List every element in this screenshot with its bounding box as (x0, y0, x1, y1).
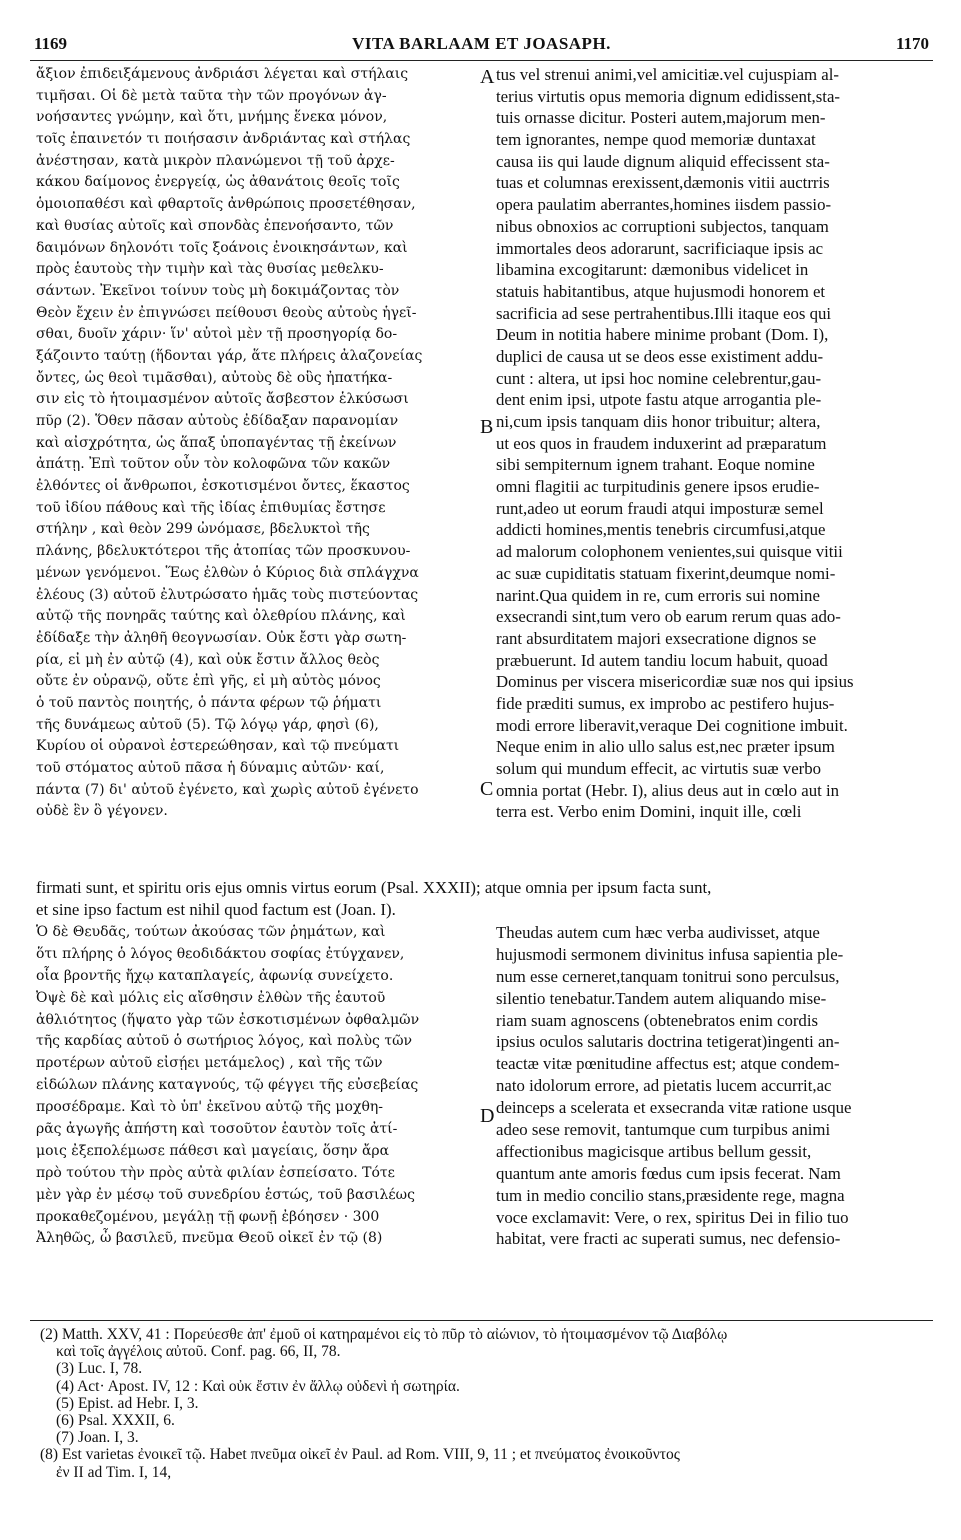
latin-line: narint.Qua quidem in re, cum erroris sui nomine (496, 585, 820, 605)
latin-line: dent enim ipsi, utpote fastu atque arrogantia ple- (496, 390, 822, 410)
greek-line: πῦρ (2). Ὅθεν πᾶσαν αὐτοὺς ἐδίδαξαν παρανομίαν (36, 413, 399, 429)
latin-line: omnia portat (Hebr. I), alius deus aut in cœlo aut in (496, 780, 839, 800)
greek-line: πρὸς ἑαυτοὺς τὴν τιμὴν καὶ τὰς θυσίας μεθελκυ- (36, 261, 384, 278)
page-number-right: 1170 (895, 34, 929, 53)
latin-line: tum in medio concilio stans,præsidente rege, magna (496, 1185, 845, 1205)
latin-line: statuis habitantibus, atque hujusmodi honorem et (496, 281, 826, 301)
greek-line: κάκου δαίμονος ἐνεργείᾳ, ὡς ἀθανάτοις θεοῖς τοῖς (36, 174, 400, 191)
latin-line: tem ignorantes, nempe quod memoriæ duntaxat (496, 130, 816, 150)
latin-line: teactæ vitæ pœnitudine affectus est; atque condem- (496, 1054, 840, 1074)
greek-line: μοις ἐξεπολέμωσε πάθεσι καὶ μαγείαις, ὅσην ἄρα (36, 1142, 390, 1159)
latin-line: solum qui mundum effecit, ac virtutis suæ verbo (496, 759, 822, 778)
latin-line: habitat, vere fracti ac superati sumus, nec defensio- (496, 1229, 841, 1249)
footnote-rule (30, 1320, 933, 1321)
latin-line: riam suam agnoscens (obtenebratos enim cordis (496, 1010, 819, 1030)
greek-line: προτέρων αὐτοῦ εἰσῄει μετάμελος) , καὶ τῆς τῶν (36, 1055, 383, 1072)
section-marker-c: C (480, 778, 494, 800)
greek-line: ρία, εἰ μὴ ἐν αὐτῷ (4), καὶ οὐκ ἔστιν ἄλλος θεὸς (36, 651, 380, 668)
section-marker-b: B (480, 416, 494, 438)
greek-line: στήλην , καὶ θεὸν 299 ὠνόμασε, βδελυκτοὶ τῆς (36, 521, 370, 538)
latin-line: num esse cerneret,tanquam tonitrui sono perculsus, (496, 966, 840, 986)
greek-line: εἰδώλων πλάνης καταγνούς, τῷ φέγγει τῆς εὐσεβείας (36, 1077, 419, 1094)
greek-line: ἐδίδαξε τὴν ἀληθῆ θεογνωσίαν. Οὐκ ἔστι γὰρ σωτη- (36, 629, 407, 646)
latin-line: terius virtutis opus memoria dignum edidissent,sta- (496, 86, 840, 106)
greek-line: σθαι, δυοῖν χάριν· ἵν' αὐτοὶ μὲν τῇ προσηγορίᾳ δο- (36, 326, 398, 343)
greek-column-top (36, 64, 486, 823)
greek-line: ὁμοιοπαθέσι καὶ φθαρτοῖς ἀνθρώποις προσετέθησαν, (36, 196, 416, 213)
greek-line: Ὀψὲ δὲ καὶ μόλις εἰς αἴσθησιν ἐλθὼν τῆς ἑαυτοῦ (36, 989, 386, 1006)
greek-line: σιν εἰς τὸ ἡτοιμασμένον αὐτοῖς ἄσβεστον ἑλκύσωσι (36, 391, 409, 408)
latin-line: adeo sese removit, tantumque cum turpibus animi (496, 1120, 831, 1140)
latin-line: rant absurditatem majori exsecratione dignos se (496, 628, 817, 648)
latin-line: terra est. Verbo enim Domini, inquit ille, cœli (496, 802, 802, 822)
latin-line: cunt : altera, ut ipsi hoc nomine celebrentur,gau- (496, 368, 822, 388)
footnote-line: (2) Matth. XXV, 41 : Πορεύεσθε ἀπ' ἐμοῦ οἱ κατηραμένοι εἰς τὸ πῦρ τὸ αἰώνιον, τὸ ἡτοιμασμένον τῷ Διαβόλῳ (40, 1326, 728, 1343)
greek-line: ἀθλιότητος (ἥψατο γὰρ τῶν ἐσκοτισμένων ὀφθαλμῶν (36, 1011, 420, 1028)
latin-column-top (496, 64, 931, 823)
greek-line: ἄξιον ἐπιδειξάμενους ἀνδριάσι λέγεται καὶ στήλαις (36, 66, 409, 82)
greek-line: τοῦ στόματος αὐτοῦ πᾶσα ἡ δύναμις αὐτῶν· καί, (36, 760, 385, 776)
latin-line: libamina excogitarunt: dæmonibus videlicet in (496, 260, 809, 280)
text-line: firmati sunt, et spiritu oris ejus omnis virtus eorum (Psal. XXXII); atque omnia per ipsum facta sunt, (36, 878, 712, 897)
latin-line: ad malorum colophonem venientes,sui quisque vitii (496, 542, 843, 562)
latin-line: duplici de causa ut se deos esse existiment addu- (496, 346, 824, 366)
section-marker-d: D (480, 1105, 495, 1127)
running-title: VITA BARLAAM ET JOASAPH. (352, 34, 611, 53)
greek-line: Ὁ δὲ Θευδᾶς, τούτων ἀκούσας τῶν ῥημάτων, καὶ (36, 924, 386, 940)
latin-line: opera paulatim aberrantes,homines iisdem passio- (496, 195, 832, 215)
greek-line: προσέδραμε. Καὶ τὸ ὑπ' ἐκεῖνου αὐτῷ τῆς μοχθη- (36, 1099, 383, 1116)
greek-line: οὐδὲ ἓν ὃ γέγονεν. (36, 803, 168, 820)
latin-line: ni,cum ipsis tanquam diis honor tribuitur; altera, (496, 412, 821, 431)
latin-line: silentio tenebatur.Tandem autem aliquando mise- (496, 988, 827, 1008)
latin-line: sacrificia ad sese pertrahentibus.Illi itaque eos qui (496, 303, 832, 323)
latin-column-bottom (496, 922, 931, 1250)
greek-line: οἷα βροντῆς ἤχῳ καταπλαγείς, ἀφωνίᾳ συνείχετο. (36, 967, 394, 984)
footnotes (40, 1326, 930, 1481)
latin-line: tuas et columnas erexissent,dæmonis vitii auctrris (496, 173, 830, 193)
greek-line: ἐλέους (3) αὐτοῦ ἐλυτρώσατο ἡμᾶς τοὺς πιστεύοντας (36, 586, 419, 603)
greek-line: μένων γενόμενοι. Ἕως ἐλθὼν ὁ Κύριος διὰ σπλάγχνα (36, 564, 419, 581)
latin-line: præbuerunt. Id autem tandiu locum habuit, quoad (496, 650, 828, 670)
full-width-text (36, 877, 931, 921)
greek-line: καὶ αἰσχρότητα, ὡς ἅπαξ ὑποπαγέντας τῇ ἐκείνων (36, 434, 397, 451)
greek-line: νοήσαντες γνώμην, καὶ ὅτι, μνήμης ἕνεκα μόνον, (36, 109, 388, 126)
footnote-line: (3) Luc. I, 78. (56, 1360, 143, 1378)
page-number-left: 1169 (34, 34, 68, 53)
latin-line: nibus obnoxios ac corruptioni subjectos, tanquam (496, 216, 829, 236)
latin-line: quantum ante amoris fœdus cum ipsis fecerat. Nam (496, 1163, 841, 1183)
running-header (34, 34, 929, 58)
footnote-line: (8) Est varietas ἐνοικεῖ τῷ. Habet πνεῦμα οἰκεῖ ἐν Paul. ad Rom. VIII, 9, 11 ; et πνεύματος ἐνοικοῦντος (40, 1446, 680, 1464)
greek-line: ξάζοιντο ταύτῃ (ἥδονται γάρ, ἅτε πλήρεις ἀλαζονείας (36, 347, 423, 364)
greek-line: τοῖς ἐπαινετόν τι ποιήσασιν ἀνδριάντας καὶ στήλας (36, 131, 411, 148)
greek-line: μὲν γὰρ ἐν μέσῳ τοῦ συνεδρίου ἑστώς, τοῦ βασιλέως (36, 1186, 415, 1203)
latin-line: modi errore liberavit,veraque Dei cognitione imbuit. (496, 715, 848, 735)
greek-line: πρὸ τούτου τὴν πρὸς αὐτὰ φιλίαν ἐσπείσατο. Τότε (36, 1164, 395, 1181)
latin-line: nato idolorum errore, ad pietatis lucem accurrit,ac (496, 1076, 832, 1096)
latin-line: ut eos quos in fraudem induxerint ad præparatum (496, 433, 827, 453)
greek-line: ὁ τοῦ παντὸς ποιητής, ὁ πάντα φέρων τῷ ῥήματι (36, 694, 382, 711)
latin-line: runt,adeo ut eorum fraudi atqui imposturæ semel (496, 498, 824, 518)
latin-line: ipsius oculos salutaris doctrina tetigerat)ingenti an- (496, 1032, 840, 1052)
greek-line: ὅτι πλήρης ὁ λόγος θεοδιδάκτου σοφίας ἐτύγχανεν, (36, 945, 405, 962)
latin-line: Neque enim in alio ullo salus est,nec præter ipsum (496, 737, 835, 757)
greek-line: οὔτε ἐν οὐρανῷ, οὔτε ἐπὶ γῆς, εἰ μὴ αὐτὸς μόνος (36, 673, 381, 690)
greek-column-bottom (36, 922, 486, 1250)
latin-line: causa iis qui laude dignum aliquid effecissent sta- (496, 151, 830, 171)
footnote-line: ἐν II ad Tim. I, 14, (56, 1463, 172, 1481)
greek-line: σάντων. Ἐκεῖνοι τοίνυν τοὺς μὴ δοκιμάζοντας τὸν (36, 282, 400, 299)
greek-line: πάντα (7) δι' αὐτοῦ ἐγένετο, καὶ χωρὶς αὐτοῦ ἐγένετο (36, 781, 419, 798)
latin-line: omni flagitii ac turpitudinis genere ipsos erudie- (496, 477, 820, 497)
latin-line: exsecrandi sint,tum vero ob earum rerum quas ado- (496, 607, 841, 627)
greek-line: ἀνέστησαν, κατὰ μικρὸν πλανώμενοι τῇ τοῦ ἀρχε- (36, 152, 395, 169)
greek-line: τιμῆσαι. Οἱ δὲ μετὰ ταῦτα τὴν τῶν προγόνων ἀγ- (36, 87, 387, 104)
latin-line: tuis ornasse dicitur. Posteri autem,majorum men- (496, 108, 826, 128)
greek-line: Ἀληθῶς, ὦ βασιλεῦ, πνεῦμα Θεοῦ οἰκεῖ ἐν τῷ (8) (36, 1230, 383, 1247)
greek-line: ρᾶς ἀγωγῆς ἀπήστη καὶ τοσοῦτον ἑαυτὸν τοῖς ἀτί- (36, 1121, 398, 1138)
greek-line: Θεὸν ἔχειν ἐν ἐπιγνώσει πείθουσι θεοὺς αὐτοὺς ἡγεῖ- (36, 304, 417, 321)
footnote-line: (4) Act· Apost. IV, 12 : Καὶ οὐκ ἔστιν ἐν ἄλλῳ οὐδενὶ ἡ σωτηρία. (56, 1377, 460, 1395)
latin-line: tus vel strenui animi,vel amicitiæ.vel cujuspiam al- (496, 65, 840, 84)
latin-line: addicti homines,mentis tenebris circumfusi,atque (496, 520, 826, 540)
greek-line: ἀπάτῃ. Ἐπὶ τοῦτον οὖν τὸν κολοφῶνα τῶν κακῶν (36, 456, 391, 473)
greek-line: ὄντες, ὡς θεοὶ τιμᾶσθαι), αὐτοὺς δὲ οὓς ἠπατήκα- (36, 369, 393, 386)
footnote-line: (7) Joan. I, 3. (56, 1429, 139, 1447)
greek-line: ἐλθόντες οἱ ἄνθρωποι, ἐσκοτισμένοι ὄντες, ἕκαστος (36, 478, 410, 495)
section-marker-a: A (480, 66, 495, 88)
footnote-line: (6) Psal. XXXII, 6. (56, 1411, 175, 1429)
greek-line: προκαθεζομένου, μεγάλῃ τῇ φωνῇ ἐβόησεν · 300 (36, 1208, 380, 1225)
footnote-line: καὶ τοῖς ἀγγέλοις αὐτοῦ. Conf. pag. 66, II, 78. (56, 1343, 341, 1361)
text-line: et sine ipso factum est nihil quod factum est (Joan. I). (36, 900, 396, 919)
latin-line: affectionibus magicisque artibus bellum gessit, (496, 1141, 812, 1161)
header-rule (30, 60, 933, 61)
greek-line: Κυρίου οἱ οὐρανοὶ ἐστερεώθησαν, καὶ τῷ πνεύματι (36, 738, 400, 755)
footnote-line: (5) Epist. ad Hebr. I, 3. (56, 1394, 199, 1412)
latin-line: Deum in notitia habere minime probant (Dom. I), (496, 325, 829, 345)
latin-line: immortales deos adorarunt, sacrificiaque ipsis ac (496, 238, 824, 258)
latin-line: voce exclamavit: Vere, o rex, spiritus Dei in filio tuo (496, 1207, 849, 1227)
greek-line: δαιμόνων δηλονότι τοῖς ξοάνοις ἐνοικησάντων, καὶ (36, 239, 408, 256)
greek-line: καὶ θυσίας αὐτοῖς καὶ σπονδὰς ἐπενοήσαντο, τῶν (36, 217, 394, 234)
greek-line: πλάνης, βδελυκτότεροι τῆς ἀτοπίας τῶν προσκυνου- (36, 543, 411, 560)
latin-line: Theudas autem cum hæc verba audivisset, atque (496, 923, 820, 942)
greek-line: τῆς καρδίας αὐτοῦ ὁ σωτήριος λόγος, καὶ πολὺς τῶν (36, 1033, 413, 1050)
latin-line: sibi sempiternum ignem trahant. Eoque nomine (496, 455, 815, 475)
greek-line: αὐτῷ τῆς πονηρᾶς ταύτης καὶ ὀλεθρίου πλάνης, καὶ (36, 608, 406, 625)
latin-line: fide præditi sumus, ex improbo ac pestifero hujus- (496, 693, 835, 713)
latin-line: ac suæ cupiditatis statuam fixerint,deumque nomi- (496, 563, 836, 583)
greek-line: τῆς δυνάμεως αὐτοῦ (5). Τῷ λόγῳ γάρ, φησὶ (6), (36, 716, 379, 733)
latin-line: hujusmodi sermonem divinitus infusa sapientia ple- (496, 944, 844, 964)
greek-line: τοῦ ἰδίου πάθους καὶ τῆς ἰδίας ἐπιθυμίας ἔστησε (36, 499, 386, 516)
latin-line: Dominus per viscera misericordiæ suæ nos qui ipsius (496, 672, 854, 692)
latin-line: deinceps a scelerata et exsecranda vitæ ratione usque (496, 1098, 852, 1118)
